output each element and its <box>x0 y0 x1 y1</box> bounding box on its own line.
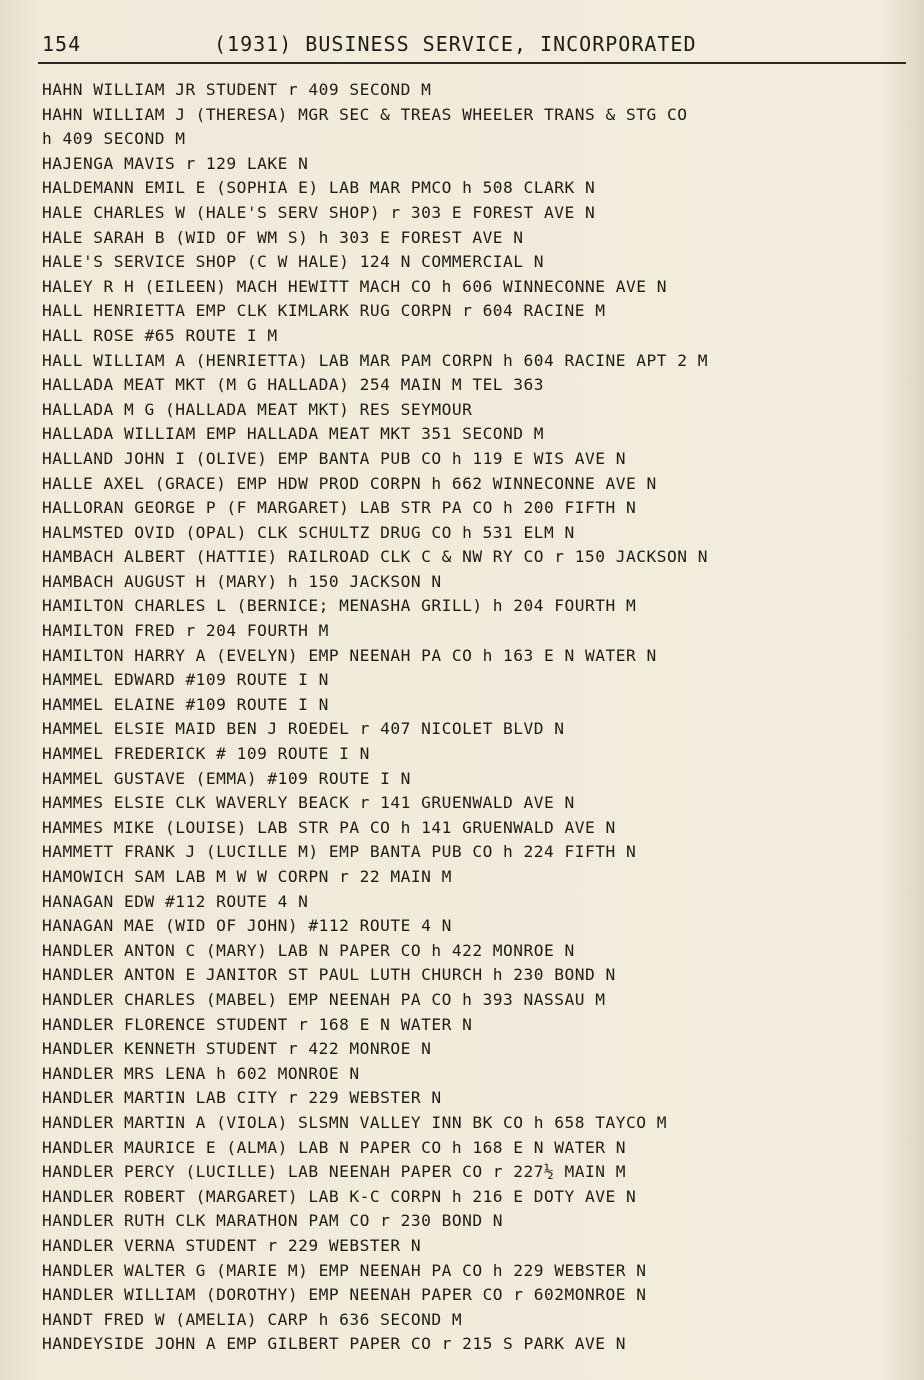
directory-entry: HANDLER RUTH CLK MARATHON PAM CO r 230 BOND N <box>42 1211 504 1231</box>
directory-entry: HALLAND JOHN I (OLIVE) EMP BANTA PUB CO h 119 E WIS AVE N <box>42 448 627 468</box>
directory-entry: HANDLER MAURICE E (ALMA) LAB N PAPER CO h 168 E N WATER N <box>42 1137 627 1157</box>
page-header <box>42 30 902 58</box>
directory-entry: HANDT FRED W (AMELIA) CARP h 636 SECOND M <box>42 1309 463 1329</box>
directory-entry: HALDEMANN EMIL E (SOPHIA E) LAB MAR PMCO h 508 CLARK N <box>42 178 596 198</box>
directory-entry: HAMMEL ELSIE MAID BEN J ROEDEL r 407 NICOLET BLVD N <box>42 719 565 739</box>
directory-entry: HAHN WILLIAM J (THERESA) MGR SEC & TREAS WHEELER TRANS & STG CO <box>42 104 688 124</box>
directory-entry: HALE SARAH B (WID OF WM S) h 303 E FOREST AVE N <box>42 227 524 247</box>
directory-entry: HANDLER WILLIAM (DOROTHY) EMP NEENAH PAPER CO r 602MONROE N <box>42 1285 647 1305</box>
directory-entry: HANDLER FLORENCE STUDENT r 168 E N WATER N <box>42 1014 473 1034</box>
directory-entry: HAJENGA MAVIS r 129 LAKE N <box>42 153 309 173</box>
directory-entry: HALLADA WILLIAM EMP HALLADA MEAT MKT 351 SECOND M <box>42 424 545 444</box>
directory-entry: HANDLER KENNETH STUDENT r 422 MONROE N <box>42 1039 432 1059</box>
directory-entry: HAMMEL EDWARD #109 ROUTE I N <box>42 670 329 690</box>
directory-entry: HANAGAN MAE (WID OF JOHN) #112 ROUTE 4 N <box>42 916 452 936</box>
directory-entry: HAMMES MIKE (LOUISE) LAB STR PA CO h 141 GRUENWALD AVE N <box>42 817 616 837</box>
directory-entry: HAMMETT FRANK J (LUCILLE M) EMP BANTA PUB CO h 224 FIFTH N <box>42 842 637 862</box>
directory-entry: HAMMEL FREDERICK # 109 ROUTE I N <box>42 744 370 764</box>
directory-entry: HAMMES ELSIE CLK WAVERLY BEACK r 141 GRUENWALD AVE N <box>42 793 575 813</box>
directory-entry: HANDLER ANTON C (MARY) LAB N PAPER CO h 422 MONROE N <box>42 940 575 960</box>
directory-entry: HALL HENRIETTA EMP CLK KIMLARK RUG CORPN r 604 RACINE M <box>42 301 606 321</box>
directory-entry: HAMBACH ALBERT (HATTIE) RAILROAD CLK C & NW RY CO r 150 JACKSON N <box>42 547 708 567</box>
directory-entry: HALLORAN GEORGE P (F MARGARET) LAB STR PA CO h 200 FIFTH N <box>42 498 637 518</box>
directory-entry: HAMMEL GUSTAVE (EMMA) #109 ROUTE I N <box>42 768 411 788</box>
directory-entry: HAMILTON CHARLES L (BERNICE; MENASHA GRILL) h 204 FOURTH M <box>42 596 637 616</box>
directory-entry: HALMSTED OVID (OPAL) CLK SCHULTZ DRUG CO h 531 ELM N <box>42 522 575 542</box>
directory-entry: HANDLER MARTIN A (VIOLA) SLSMN VALLEY INN BK CO h 658 TAYCO M <box>42 1112 667 1132</box>
directory-entry: HANAGAN EDW #112 ROUTE 4 N <box>42 891 309 911</box>
directory-entry: HANDEYSIDE JOHN A EMP GILBERT PAPER CO r 215 S PARK AVE N <box>42 1334 627 1354</box>
directory-entry: HANDLER MARTIN LAB CITY r 229 WEBSTER N <box>42 1088 442 1108</box>
directory-entries <box>42 78 912 1357</box>
page-title: (1931) BUSINESS SERVICE, INCORPORATED <box>214 32 697 56</box>
directory-entry: HALE'S SERVICE SHOP (C W HALE) 124 N COMMERCIAL N <box>42 252 545 272</box>
directory-entry: HALE CHARLES W (HALE'S SERV SHOP) r 303 E FOREST AVE N <box>42 202 596 222</box>
directory-entry: HALEY R H (EILEEN) MACH HEWITT MACH CO h 606 WINNECONNE AVE N <box>42 276 667 296</box>
directory-entry: HAMOWICH SAM LAB M W W CORPN r 22 MAIN M <box>42 867 452 886</box>
directory-entry: HANDLER VERNA STUDENT r 229 WEBSTER N <box>42 1235 422 1255</box>
directory-entry: HAMILTON HARRY A (EVELYN) EMP NEENAH PA CO h 163 E N WATER N <box>42 645 657 665</box>
directory-entry: HANDLER WALTER G (MARIE M) EMP NEENAH PA CO h 229 WEBSTER N <box>42 1260 647 1280</box>
directory-entry: HANDLER MRS LENA h 602 MONROE N <box>42 1063 360 1083</box>
directory-entry: HALL WILLIAM A (HENRIETTA) LAB MAR PAM CORPN h 604 RACINE APT 2 M <box>42 350 708 370</box>
directory-entry: HAMMEL ELAINE #109 ROUTE I N <box>42 694 329 714</box>
directory-entry: HANDLER CHARLES (MABEL) EMP NEENAH PA CO h 393 NASSAU M <box>42 989 606 1009</box>
directory-entry: h 409 SECOND M <box>42 129 186 149</box>
directory-entry: HALL ROSE #65 ROUTE I M <box>42 325 278 345</box>
directory-entry: HAMBACH AUGUST H (MARY) h 150 JACKSON N <box>42 571 442 591</box>
page-number: 154 <box>42 32 82 56</box>
directory-entry: HALLE AXEL (GRACE) EMP HDW PROD CORPN h 662 WINNECONNE AVE N <box>42 473 657 493</box>
directory-entry: HAHN WILLIAM JR STUDENT r 409 SECOND M <box>42 80 432 99</box>
directory-entry: HALLADA M G (HALLADA MEAT MKT) RES SEYMOUR <box>42 399 473 419</box>
directory-entry: HANDLER ANTON E JANITOR ST PAUL LUTH CHURCH h 230 BOND N <box>42 965 616 985</box>
directory-entry: HAMILTON FRED r 204 FOURTH M <box>42 621 329 641</box>
directory-entry: HANDLER PERCY (LUCILLE) LAB NEENAH PAPER CO r 227½ MAIN M <box>42 1162 627 1182</box>
header-rule <box>38 62 906 64</box>
directory-entry: HALLADA MEAT MKT (M G HALLADA) 254 MAIN M TEL 363 <box>42 375 545 395</box>
directory-entry: HANDLER ROBERT (MARGARET) LAB K-C CORPN h 216 E DOTY AVE N <box>42 1186 637 1206</box>
